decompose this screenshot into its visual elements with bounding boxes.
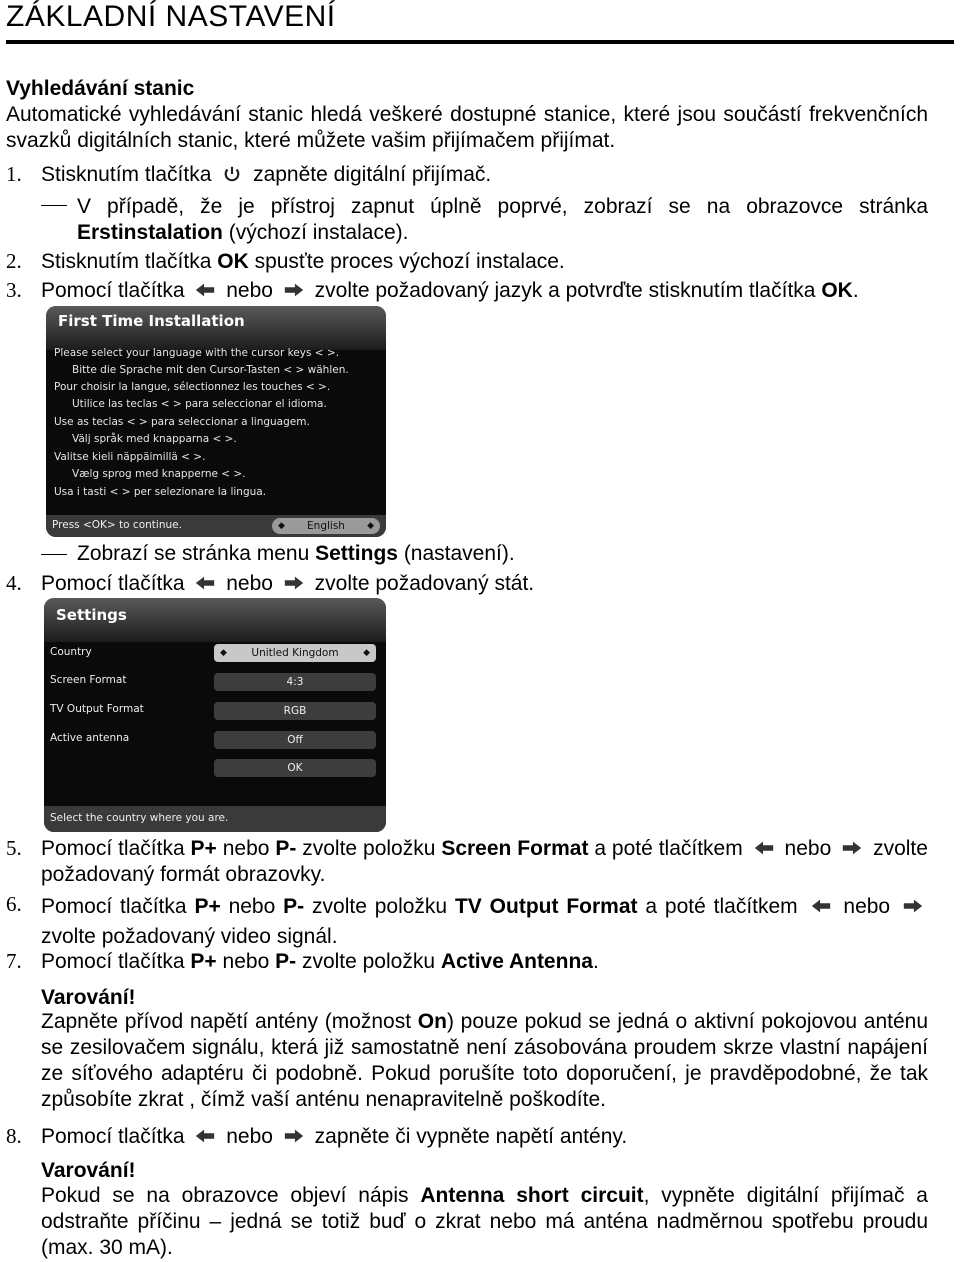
step-text: Pomocí tlačítka (41, 837, 185, 860)
step-number: 5. (6, 836, 22, 860)
step-text: nebo (228, 895, 276, 918)
step-7 (41, 949, 928, 975)
step-text: a poté tlačítkem (645, 895, 798, 918)
tv-output-format-select[interactable] (214, 702, 376, 720)
step-text: zvolte položku (301, 950, 436, 973)
step-text: zvolte položku (302, 837, 436, 860)
step-text: a poté tlačítkem (594, 837, 743, 860)
warning-title: Varování! (41, 986, 136, 1009)
note-text: (výchozí instalace). (228, 221, 409, 244)
step-text: nebo (226, 572, 273, 595)
language-line: Utilice las teclas < > para seleccionar el idioma. (72, 398, 327, 410)
section-heading: Vyhledávání stanic (6, 77, 195, 100)
arrow-left-icon (194, 1127, 216, 1145)
warning-title: Varování! (41, 1159, 136, 1182)
active-antenna-select[interactable] (214, 731, 376, 749)
step-text: nebo (784, 837, 832, 860)
step-text: nebo (222, 950, 270, 973)
arrow-right-icon (841, 839, 863, 857)
page-title: ZÁKLADNÍ NASTAVENÍ (6, 0, 336, 33)
warning-text: , vypněte digitální přijímač a odstraňte příčinu – jedná se totiž buď o zkrat nebo má anténa nadměrnou spotřebu proudu (max. 30 mA). (41, 1184, 928, 1259)
step-3 (41, 278, 928, 304)
active-antenna-value: Off (287, 734, 303, 746)
step-text: . (592, 950, 599, 973)
step-bold: P- (275, 837, 297, 860)
step-text: nebo (222, 837, 270, 860)
step-bold: Screen Format (441, 837, 589, 860)
step-text: zvolte požadovaný video signál. (41, 925, 338, 948)
screen-title: Settings (56, 606, 127, 624)
arrow-right-icon (283, 1127, 305, 1145)
step-number: 4. (6, 571, 22, 595)
arrow-left-icon (194, 574, 216, 592)
country-select[interactable] (214, 644, 376, 662)
setting-label: Screen Format (50, 674, 127, 686)
step-bold: P+ (190, 837, 217, 860)
intro-paragraph: Automatické vyhledávání stanic hledá veškeré dostupné stanice, které jsou součástí frekvenčních svazků digitálních stanic, které můžete vašim přijímačem přijímat. (6, 103, 928, 152)
step-text: nebo (226, 279, 273, 302)
arrow-left-icon (194, 281, 216, 299)
settings-screen (44, 598, 386, 832)
step-bold: TV Output Format (454, 895, 638, 918)
step-number: 6. (6, 892, 22, 916)
language-line: Vælg sprog med knapperne < >. (72, 468, 246, 480)
step-4 (41, 571, 928, 597)
step-bold: P- (283, 895, 305, 918)
step-number: 7. (6, 949, 22, 973)
note-bold: Erstinstalation (77, 221, 223, 244)
step-number: 8. (6, 1124, 22, 1148)
step-number: 1. (6, 162, 22, 186)
step-text: zvolte položku (312, 895, 448, 918)
step-text: Pomocí tlačítka (41, 1125, 185, 1148)
step-text: Stisknutím tlačítka (41, 163, 212, 186)
step-bold: OK (821, 279, 853, 302)
language-line: Use as teclas < > para seleccionar a linguagem. (54, 416, 310, 428)
step-text: zapněte či vypněte napětí antény. (314, 1125, 628, 1148)
step-bold: Active Antenna (440, 950, 593, 973)
dash-bullet (41, 205, 67, 206)
step-text: . (852, 279, 859, 302)
setting-label: Active antenna (50, 732, 130, 744)
step-text: Pomocí tlačítka (41, 895, 187, 918)
screen-format-select[interactable] (214, 673, 376, 691)
footer-hint: Press <OK> to continue. (52, 519, 182, 531)
step-3-note (77, 541, 928, 567)
language-line: Valitse kieli näppäimillä < >. (54, 451, 206, 463)
chevron-left-icon[interactable]: ◆ (278, 521, 285, 531)
note-text: (nastavení). (403, 542, 515, 565)
language-selector[interactable] (272, 518, 380, 534)
warning-text: Zapněte přívod napětí antény (možnost (41, 1010, 412, 1033)
warning-bold: On (417, 1010, 447, 1033)
arrow-right-icon (283, 574, 305, 592)
chevron-right-icon[interactable]: ◆ (367, 521, 374, 531)
step-5 (41, 836, 928, 888)
ok-button[interactable]: OK (214, 759, 376, 777)
step-text: Stisknutím tlačítka (41, 250, 212, 273)
step-text: nebo (226, 1125, 273, 1148)
step-text: zapněte digitální přijímač. (253, 163, 492, 186)
tv-output-value: RGB (283, 705, 307, 717)
step-text: zvolte požadovaný stát. (314, 572, 535, 595)
title-rule (6, 40, 954, 44)
chevron-left-icon[interactable]: ◆ (220, 648, 227, 658)
step-text: Pomocí tlačítka (41, 950, 185, 973)
country-value: Unitled Kingdom (251, 647, 339, 659)
language-line: Bitte die Sprache mit den Cursor-Tasten < > wählen. (72, 364, 349, 376)
language-line: Välj språk med knapparna < >. (72, 433, 237, 445)
power-icon (221, 165, 243, 183)
step-bold: P- (275, 950, 297, 973)
screen-format-value: 4:3 (286, 676, 304, 688)
arrow-right-icon (283, 281, 305, 299)
step-2 (41, 249, 928, 275)
step-text: zvolte požadovaný jazyk a potvrďte stisknutím tlačítka (314, 279, 816, 302)
step-number: 3. (6, 278, 22, 302)
setting-label: TV Output Format (50, 703, 144, 715)
screen-title: First Time Installation (58, 312, 245, 330)
step-8 (41, 1124, 928, 1150)
step-text: Pomocí tlačítka (41, 279, 185, 302)
dash-bullet (41, 554, 67, 555)
step-6 (41, 892, 928, 952)
screen-footer (44, 806, 386, 832)
step-text: nebo (843, 895, 891, 918)
step-text: Pomocí tlačítka (41, 572, 185, 595)
step-text: zvolte požadovaný formát obrazovky. (41, 837, 928, 886)
note-bold: Settings (315, 542, 398, 565)
language-line: Please select your language with the cursor keys < >. (54, 347, 340, 359)
step-1-note (77, 194, 928, 246)
warning-1-text (41, 1009, 928, 1113)
warning-bold: Antenna short circuit (420, 1184, 644, 1207)
note-text: V případě, že je přístroj zapnut úplně poprvé, zobrazí se na obrazovce stránka (77, 195, 928, 218)
language-line: Usa i tasti < > per selezionare la lingua. (54, 486, 267, 498)
step-number: 2. (6, 249, 22, 273)
screen-footer (46, 515, 386, 537)
note-text: Zobrazí se stránka menu (77, 542, 310, 565)
warning-text: ) pouze pokud se jedná o aktivní pokojovou anténu se zesilovačem signálu, která již samostatně není zásobována proudem skrze vlastní napájení ze síťového adaptéru či podobně. Pokud porušíte toto doporučení, je pravděpodobné, že tak způsobíte zkrat , čímž vaší anténu nenapravitelně poškodíte. (41, 1010, 928, 1111)
footer-hint: Select the country where you are. (50, 812, 229, 824)
chevron-right-icon[interactable]: ◆ (363, 648, 370, 658)
arrow-left-icon (753, 839, 775, 857)
language-line: Pour choisir la langue, sélectionnez les touches < >. (54, 381, 331, 393)
warning-2-text (41, 1183, 928, 1261)
step-1 (41, 162, 928, 188)
step-bold: P+ (194, 895, 221, 918)
warning-text: Pokud se na obrazovce objeví nápis (41, 1184, 409, 1207)
arrow-right-icon (902, 897, 924, 915)
step-text: spusťte proces výchozí instalace. (254, 250, 565, 273)
step-bold: P+ (190, 950, 217, 973)
setting-label: Country (50, 646, 92, 658)
step-bold: OK (217, 250, 249, 273)
arrow-left-icon (810, 897, 832, 915)
first-time-installation-screen (46, 306, 386, 537)
language-value: English (307, 520, 345, 532)
